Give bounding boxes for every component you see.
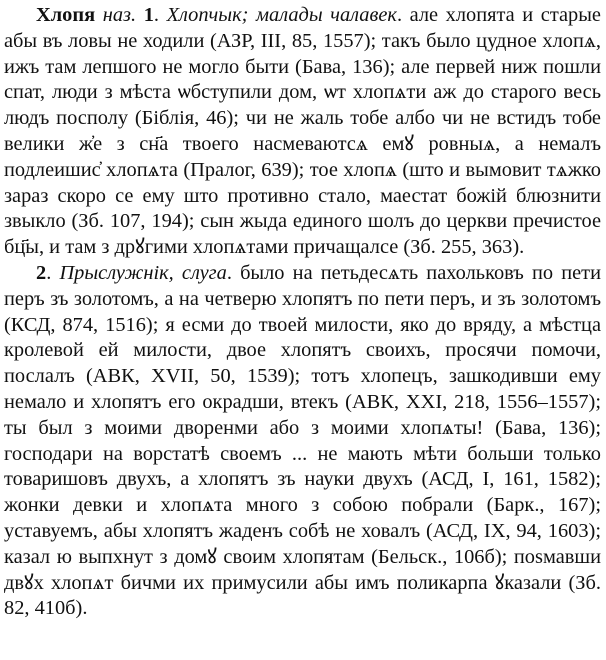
sense-2-paragraph: 2. Прыслужнік, слуга. было на петьдесѧть пахольковъ по пети перъ зъ золотомъ, а на четверю хлопятъ по пети перъ, и зъ золотомъ (КСД, 874, 1516); я есми до твоей милости, яко до вряду, а мѣстца кролевой ей милости, двое хлопятъ своихъ, просячи помочи, послалъ (АВК, XVII, 50, 1539); тотъ хлопецъ, зашкодивши ему немало и хлопятъ его окрадши, втекъ (АВК, XXI, 218, 1556–1557); ты был з моими дворенми або з моими хлопѧты! (Бава, 136); господари на ворстатѣ своемъ ... не мають мѣти больши только товаришовъ двухъ, а хлопятъ зъ науки двухъ (АСД, I, 161, 1582); жонки девки и хлопѧта много з собою побрали (Барк., 167); уставуемъ, абы хлопятъ жаденъ собѣ не ховалъ (АСД, IX, 94, 1603); казал ю выпхнут з домꙋ своим хлопятам (Бельск., 106б); поѕмавши двꙋх хлопѧт бичми их примусили абы имъ поликарпа ꙋказали (Зб. 82, 410б).: [4, 261, 601, 620]
sense-1-number: 1: [143, 4, 154, 26]
sense-1-citations: але хлопята и старые абы въ ловы не ходили (АЗР, III, 85, 1557); такъ было цудное хлопѧ, ижъ там лепшого не могло быти (Бава, 136); але первей ниж пошли спат, люди з мѣста ѡбступили дом, ѡт хлопѧти аж до старого весь людъ посполу (Біблія, 46); чи не жаль тобе албо чи не встидъ тобе велики ж҆е з сн҃а твоего насмеваютсѧ емꙋ ровныѧ, а немалъ подлеишис҆ хлопѧта (Пралог, 639); тое хлопѧ (што и вымовит тѧжко зараз скоро се ему што противно стало, маестат божій блюзнити звыкло (Зб. 107, 194); сын жыда единого шолъ до церкви пречистое бц҃ы, и там з дрꙋгими хлопѧтами причащалсе (Зб. 255, 363).: [4, 4, 601, 259]
part-of-speech: наз.: [102, 4, 137, 26]
sense-2-citations: было на петьдесѧть пахольковъ по пети перъ зъ золотомъ, а на четверю хлопятъ по пети перъ, и зъ золотомъ (КСД, 874, 1516); я есми до твоей милости, яко до вряду, а мѣстца кролевой ей милости, двое хлопятъ своихъ, просячи помочи, послалъ (АВК, XVII, 50, 1539); тотъ хлопецъ, зашкодивши ему немало и хлопятъ его окрадши, втекъ (АВК, XXI, 218, 1556–1557); ты был з моими дворенми або з моими хлопѧты! (Бава, 136); господари на ворстатѣ своемъ ... не мають мѣти больши только товаришовъ двухъ, а хлопятъ зъ науки двухъ (АСД, I, 161, 1582); жонки девки и хлопѧта много з собою побрали (Барк., 167); уставуемъ, абы хлопятъ жаденъ собѣ не ховалъ (АСД, IX, 94, 1603); казал ю выпхнут з домꙋ своим хлопятам (Бельск., 106б); поѕмавши двꙋх хлопѧт бичми их примусили абы имъ поликарпа ꙋказали (Зб. 82, 410б).: [4, 261, 601, 620]
sense-1-paragraph: Хлопя наз. 1. Хлопчык; малады чалавек. але хлопята и старые абы въ ловы не ходили (АЗР, III, 85, 1557); такъ было цудное хлопѧ, ижъ там лепшого не могло быти (Бава, 136); але первей ниж пошли спат, люди з мѣста ѡбступили дом, ѡт хлопѧти аж до старого весь людъ посполу (Біблія, 46); чи не жаль тобе албо чи не встидъ тобе велики ж҆е з сн҃а твоего насмеваютсѧ емꙋ ровныѧ, а немалъ подлеишис҆ хлопѧта (Пралог, 639); тое хлопѧ (што и вымовит тѧжко зараз скоро се ему што противно стало, маестат божій блюзнити звыкло (Зб. 107, 194); сын жыда единого шолъ до церкви пречистое бц҃ы, и там з дрꙋгими хлопѧтами причащалсе (Зб. 255, 363).: [4, 4, 601, 259]
sense-2-number: 2: [36, 261, 47, 284]
sense-2-definition: Прыслужнік, слуга: [59, 261, 227, 284]
sense-1-definition: Хлопчык; малады чалавек: [166, 4, 397, 26]
headword: Хлопя: [36, 4, 96, 26]
